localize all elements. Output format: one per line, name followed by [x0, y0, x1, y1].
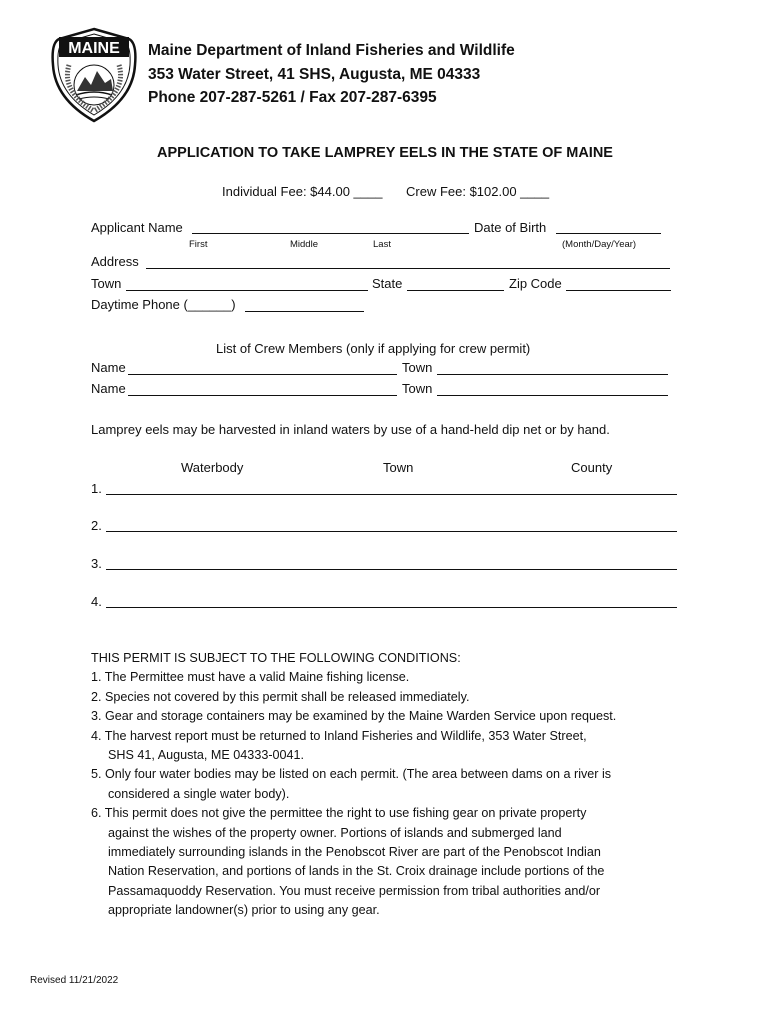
crew-name-field-2[interactable] [128, 395, 397, 396]
conditions-heading: THIS PERMIT IS SUBJECT TO THE FOLLOWING CONDITIONS: [91, 651, 461, 665]
condition-4-cont: SHS 41, Augusta, ME 04333-0041. [108, 748, 305, 763]
crew-fee: Crew Fee: $102.00 ____ [406, 184, 550, 199]
condition-6-cont-3: Nation Reservation, and portions of lands in the St. Croix drainage include portions of the [108, 864, 605, 879]
crew-town-field-1[interactable] [437, 374, 668, 375]
condition-5: 5. Only four water bodies may be listed on each permit. (The area between dams on a river is [91, 767, 612, 782]
middle-hint: Middle [290, 239, 318, 250]
condition-6-cont-5: appropriate landowner(s) prior to using any gear. [108, 903, 380, 918]
crew-name-field-1[interactable] [128, 374, 397, 375]
seal-graphic [49, 25, 139, 125]
applicant-name-field[interactable] [192, 233, 469, 234]
zip-field[interactable] [566, 290, 671, 291]
waterbody-row-field-2[interactable] [106, 531, 677, 532]
address-label: Address [91, 254, 139, 269]
condition-2: 2. Species not covered by this permit shall be released immediately. [91, 689, 470, 704]
waterbody-row-number-2: 2. [91, 518, 102, 533]
waterbody-row-field-1[interactable] [106, 494, 677, 495]
revision-date: Revised 11/21/2022 [30, 975, 119, 986]
crew-heading: List of Crew Members (only if applying for crew permit) [216, 341, 531, 356]
crew-name-label-2: Name [91, 381, 126, 396]
agency-name: Maine Department of Inland Fisheries and Wildlife [148, 42, 515, 59]
condition-6-cont-4: Passamaquoddy Reservation. You must receive permission from tribal authorities and/or [108, 883, 601, 898]
condition-3: 3. Gear and storage containers may be examined by the Maine Warden Service upon request. [91, 709, 617, 724]
dob-hint: (Month/Day/Year) [562, 239, 637, 250]
town-label: Town [91, 276, 122, 291]
daytime-phone-field[interactable] [245, 311, 364, 312]
col-town: Town [383, 460, 414, 475]
crew-town-label-2: Town [402, 381, 433, 396]
dob-field[interactable] [556, 233, 661, 234]
condition-6-cont-2: immediately surrounding islands in the Penobscot River are part of the Penobscot Indian [108, 845, 601, 860]
first-hint: First [189, 239, 208, 250]
state-label: State [372, 276, 403, 291]
condition-6: 6. This permit does not give the permittee the right to use fishing gear on private property [91, 806, 587, 821]
waterbody-row-number-1: 1. [91, 481, 102, 496]
waterbody-row-field-3[interactable] [106, 569, 677, 570]
condition-1: 1. The Permittee must have a valid Maine fishing license. [91, 670, 410, 685]
agency-phone: Phone 207-287-5261 / Fax 207-287-6395 [148, 89, 437, 106]
state-field[interactable] [407, 290, 504, 291]
seal-title: MAINE [68, 40, 120, 57]
agency-address: 353 Water Street, 41 SHS, Augusta, ME 04333 [148, 66, 481, 83]
zip-label: Zip Code [509, 276, 562, 291]
agency-seal [49, 25, 139, 125]
condition-5-cont: considered a single water body). [108, 786, 290, 801]
conditions-list [91, 649, 616, 921]
applicant-name-label: Applicant Name [91, 220, 183, 235]
town-field[interactable] [126, 290, 368, 291]
waterbody-row-field-4[interactable] [106, 607, 677, 608]
address-field[interactable] [146, 268, 670, 269]
condition-6-cont-1: against the wishes of the property owner. Portions of islands and submerged land [108, 825, 562, 840]
individual-fee: Individual Fee: $44.00 ____ [222, 184, 383, 199]
crew-town-label-1: Town [402, 360, 433, 375]
daytime-phone-label: Daytime Phone (______) [91, 297, 236, 312]
col-county: County [571, 460, 613, 475]
waterbody-row-number-4: 4. [91, 594, 102, 609]
harvest-intro: Lamprey eels may be harvested in inland waters by use of a hand-held dip net or by hand. [91, 422, 610, 437]
col-waterbody: Waterbody [181, 460, 244, 475]
crew-town-field-2[interactable] [437, 395, 668, 396]
last-hint: Last [373, 239, 391, 250]
condition-4: 4. The harvest report must be returned to Inland Fisheries and Wildlife, 353 Water Street, [91, 728, 587, 743]
waterbody-row-number-3: 3. [91, 556, 102, 571]
form-title: APPLICATION TO TAKE LAMPREY EELS IN THE STATE OF MAINE [157, 145, 613, 161]
crew-name-label-1: Name [91, 360, 126, 375]
dob-label: Date of Birth [474, 220, 547, 235]
